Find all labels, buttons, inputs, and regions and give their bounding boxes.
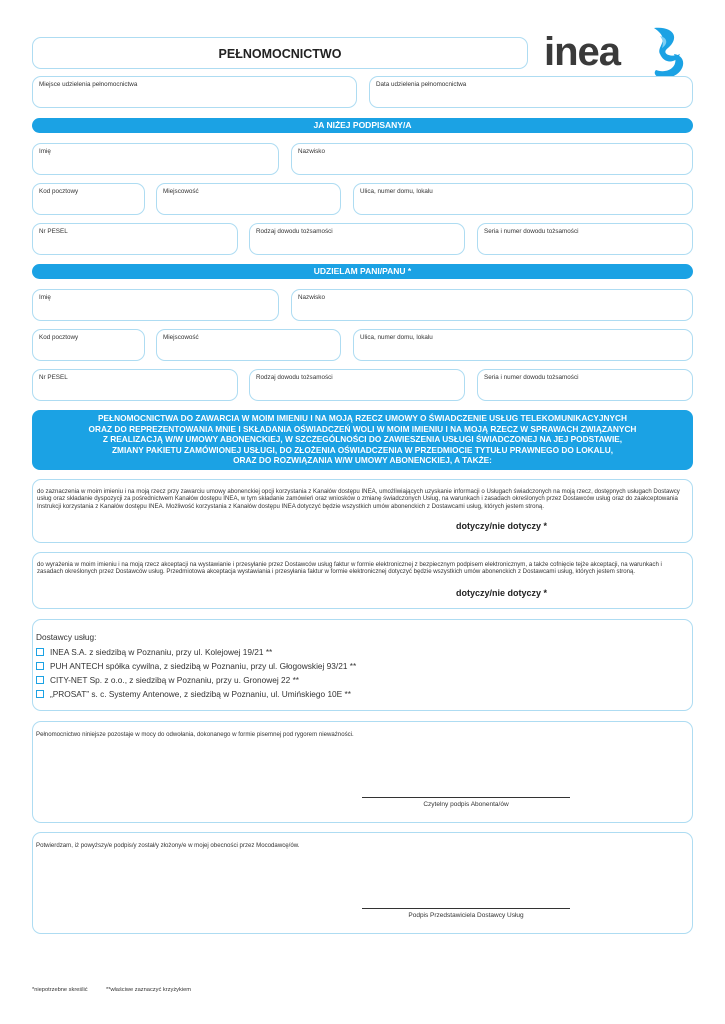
first-name-label: Imię — [39, 294, 51, 301]
clause-channels — [32, 479, 693, 543]
provider-checkbox-citynet[interactable] — [36, 676, 44, 684]
street-label: Ulica, numer domu, lokalu — [360, 334, 433, 341]
grantor-section-header: JA NIŻEJ PODPISANY/A — [32, 118, 693, 133]
first-name-label: Imię — [39, 148, 51, 155]
validity-text: Pełnomocnictwo niniejsze pozostaje w mocy do odwołania, dokonanego w formie pisemnej pod rygorem nieważności. — [36, 731, 354, 738]
id-number-label: Seria i numer dowodu tożsamości — [484, 228, 579, 235]
grantor-last-name-field[interactable] — [291, 143, 693, 175]
city-label: Miejscowość — [163, 334, 199, 341]
scope-line: Z REALIZACJĄ W/W UMOWY ABONENCKIEJ, W SZCZEGÓLNOŚCI DO ZAWIESZENIA USŁUGI ŚWIADCZONEJ NA JEJ PODSTAWIE, — [102, 434, 623, 444]
title-box — [32, 37, 528, 69]
logo-text: inea — [544, 30, 621, 74]
grantor-id-number-field[interactable] — [477, 223, 693, 255]
provider-signature-line[interactable] — [362, 908, 570, 909]
date-label: Data udzielenia pełnomocnictwa — [376, 81, 467, 88]
scope-banner — [32, 410, 693, 470]
id-type-label: Rodzaj dowodu tożsamości — [256, 374, 333, 381]
scope-line: ORAZ DO REPREZENTOWANIA MNIE I SKŁADANIA OŚWIADCZEŃ WOLI W MOIM IMIENIU I NA MOJĄ RZECZ W SPRAWACH ZWIĄZANYCH — [88, 423, 637, 434]
clause-einvoice-text: do wyrażenia w moim imieniu i na moją rzecz akceptacji na wystawianie i przesyłanie przez Dostawców usług faktur w formie elektronicznej z bezpiecznym podpisem elektronicznym, a także cofnięcie tejże akceptacji, na warunkach i zasadach określonych przez Dostawców usług. Przedmiotowa akceptacja wystawiania i przesyłania faktur w formie elektronicznej dotyczyć będzie wszystkich umów abonenckich z Dostawcami usług, których jestem stroną. — [37, 561, 662, 576]
attorney-id-type-field[interactable] — [249, 369, 465, 401]
grantor-pesel-field[interactable] — [32, 223, 238, 255]
confirmation-box — [32, 832, 693, 934]
attorney-id-number-field[interactable] — [477, 369, 693, 401]
grantor-first-name-field[interactable] — [32, 143, 279, 175]
grantor-id-type-field[interactable] — [249, 223, 465, 255]
attorney-last-name-field[interactable] — [291, 289, 693, 321]
clause-channels-text: do zaznaczenia w moim imieniu i na moją rzecz przy zawarciu umowy abonenckiej opcji korzystania z Kanałów dostępu INEA, umożliwiających uzyskanie informacji o Usługach świadczonych na moją rzecz, dostępnych usługach Dostawcy usług oraz składanie dyspozycji za pośrednictwem Kanałów dostępu INEA, w tym składanie zamówień oraz wniosków o zmianę świadczonych Usług, na warunkach i zasadach określonych przez Dostawców usług oraz do zaakceptowania Instrukcji korzystania z Kanałów dostępu INEA. Możliwość korzystania z Kanałów dostępu INEA dotyczyć będzie wszystkich umów abonenckich z Dostawcami usług, których jestem stroną. — [37, 488, 680, 510]
attorney-first-name-field[interactable] — [32, 289, 279, 321]
scope-line: ORAZ DO ROZWIĄZANIA W/W UMOWY ABONENCKIEJ, A TAKŻE: — [233, 455, 492, 465]
provider-signature-caption: Podpis Przedstawiciela Dostawcy Usług — [408, 912, 524, 919]
postal-code-label: Kod pocztowy — [39, 188, 79, 195]
attorney-street-field[interactable] — [353, 329, 693, 361]
date-field[interactable] — [369, 76, 693, 108]
scope-line: PEŁNOMOCNICTWA DO ZAWARCIA W MOIM IMIENIU I NA MOJĄ RZECZ UMOWY O ŚWIADCZENIE USŁUG TELEKOMUNIKACYJNYCH — [98, 413, 627, 423]
place-field[interactable] — [32, 76, 357, 108]
provider-label-prosat: „PROSAT” s. c. Systemy Antenowe, z siedzibą w Poznaniu, ul. Umińskiego 10E ** — [50, 689, 351, 699]
place-label: Miejsce udzielenia pełnomocnictwa — [39, 81, 138, 88]
provider-label-citynet: CITY-NET Sp. z o.o., z siedzibą w Poznaniu, przy u. Gronowej 22 ** — [50, 675, 300, 685]
pesel-label: Nr PESEL — [39, 374, 68, 381]
provider-checkbox-antech[interactable] — [36, 662, 44, 670]
id-type-label: Rodzaj dowodu tożsamości — [256, 228, 333, 235]
last-name-label: Nazwisko — [298, 294, 325, 301]
subscriber-signature-caption: Czytelny podpis Abonenta/ów — [423, 801, 509, 808]
confirmation-text: Potwierdzam, iż powyższy/e podpis/y został/y złożony/e w mojej obecności przez Mocodawcę/ów. — [36, 842, 300, 849]
attorney-city-field[interactable] — [156, 329, 341, 361]
postal-code-label: Kod pocztowy — [39, 334, 79, 341]
attorney-section-header: UDZIELAM PANI/PANU * — [32, 264, 693, 279]
provider-checkbox-prosat[interactable] — [36, 690, 44, 698]
grantor-city-field[interactable] — [156, 183, 341, 215]
provider-label-antech: PUH ANTECH spółka cywilna, z siedzibą w Poznaniu, przy ul. Głogowskiej 93/21 ** — [50, 661, 357, 671]
footnote-mark: **właściwe zaznaczyć krzyżykiem — [106, 987, 192, 993]
id-number-label: Seria i numer dowodu tożsamości — [484, 374, 579, 381]
clause-einvoice-choice[interactable]: dotyczy/nie dotyczy * — [456, 588, 548, 598]
footnote-strike: *niepotrzebne skreślić — [32, 987, 88, 993]
clause-einvoice — [32, 552, 693, 609]
provider-label-inea: INEA S.A. z siedzibą w Poznaniu, przy ul. Kolejowej 19/21 ** — [50, 647, 273, 657]
grantor-postal-code-field[interactable] — [32, 183, 145, 215]
attorney-pesel-field[interactable] — [32, 369, 238, 401]
grantor-street-field[interactable] — [353, 183, 693, 215]
providers-box — [32, 619, 693, 711]
city-label: Miejscowość — [163, 188, 199, 195]
validity-box — [32, 721, 693, 823]
clause-channels-choice[interactable]: dotyczy/nie dotyczy * — [456, 521, 548, 531]
last-name-label: Nazwisko — [298, 148, 325, 155]
inea-logo — [543, 24, 688, 80]
scope-line: ZMIANY PAKIETU ZAMÓWIONEJ USŁUGI, DO ZŁOŻENIA OŚWIADCZENIA W PRZEDMIOCIE TYTUŁU PRAWNEGO DO LOKALU, — [111, 444, 614, 455]
page-title: PEŁNOMOCNICTWO — [218, 47, 342, 61]
street-label: Ulica, numer domu, lokalu — [360, 188, 433, 195]
attorney-postal-code-field[interactable] — [32, 329, 145, 361]
provider-checkbox-inea[interactable] — [36, 648, 44, 656]
pesel-label: Nr PESEL — [39, 228, 68, 235]
providers-title: Dostawcy usług: — [36, 632, 97, 642]
logo-wave-icon — [646, 24, 688, 80]
subscriber-signature-line[interactable] — [362, 797, 570, 798]
